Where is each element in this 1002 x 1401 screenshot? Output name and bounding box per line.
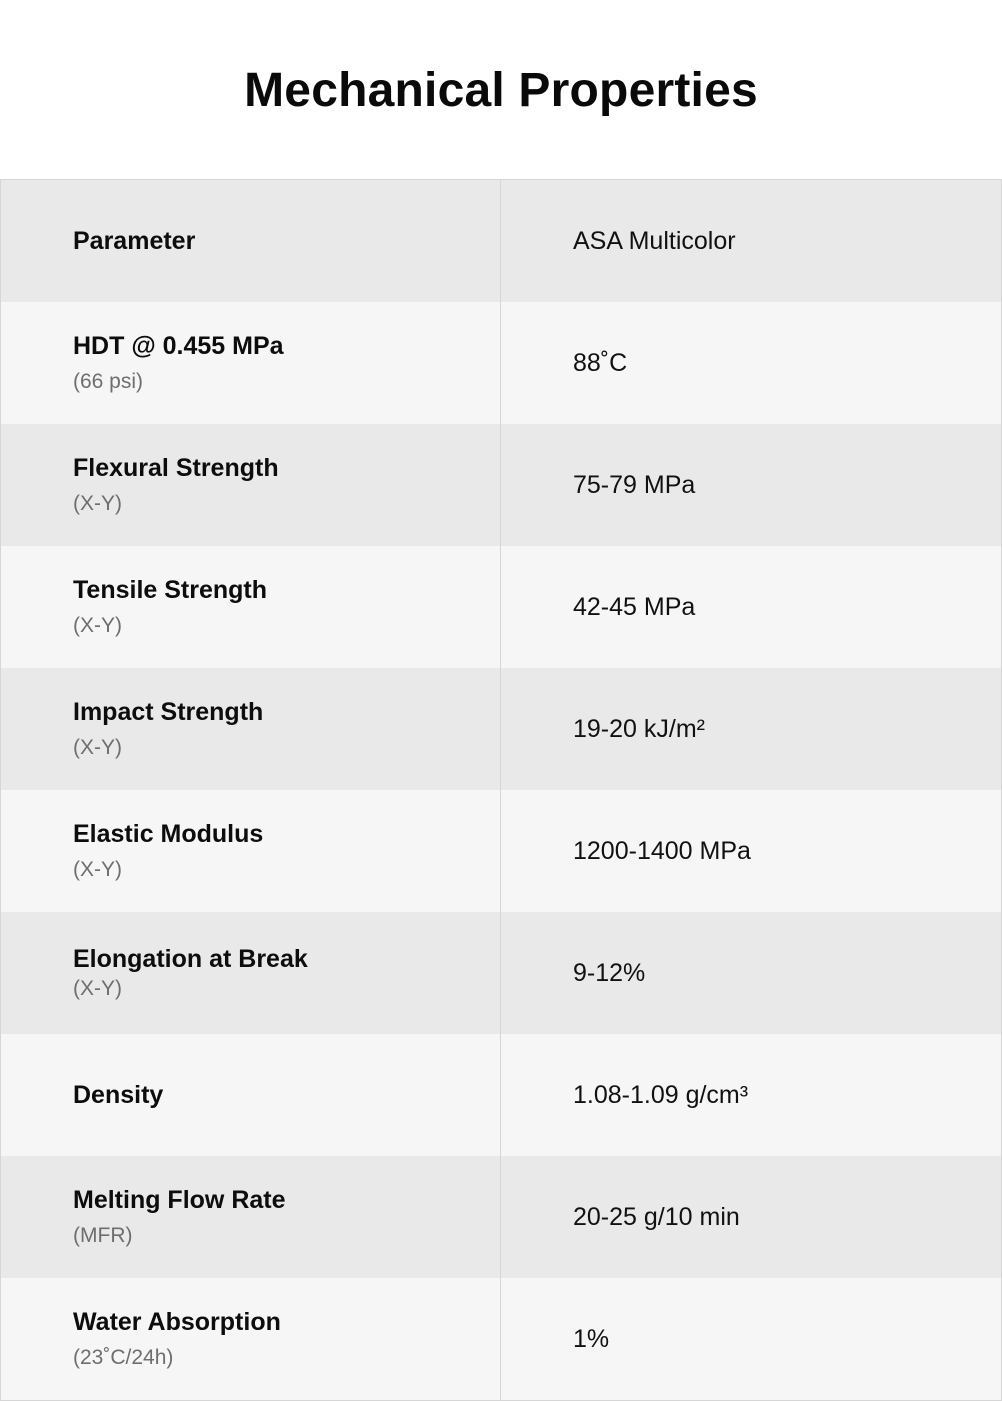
parameter-cell [1,1278,501,1400]
parameter-name: Density [73,1081,164,1109]
parameter-value: 20-25 g/10 min [573,1202,740,1231]
parameter-value: 1.08-1.09 g/cm³ [573,1080,749,1109]
parameter-cell [1,668,501,790]
table-row [1,424,1001,546]
parameter-name: Elastic Modulus [73,820,264,848]
header-value-cell [501,180,1001,302]
table-header-row [1,180,1001,302]
parameter-value: 1200-1400 MPa [573,836,751,865]
value-cell [501,1278,1001,1400]
value-cell [501,790,1001,912]
parameter-condition: (66 psi) [73,370,144,393]
parameter-value: 1% [573,1324,610,1353]
value-cell [501,668,1001,790]
parameter-cell [1,424,501,546]
value-cell [501,1156,1001,1278]
parameter-name: Tensile Strength [73,576,268,604]
parameter-cell [1,1034,501,1156]
parameter-value: 88˚C [573,348,628,377]
parameter-cell [1,790,501,912]
parameter-value: 75-79 MPa [573,470,696,499]
properties-table [0,179,1002,1401]
parameter-cell [1,1156,501,1278]
table-row [1,1034,1001,1156]
table-row [1,912,1001,1034]
parameter-condition: (X-Y) [73,492,122,515]
value-cell [501,546,1001,668]
parameter-value: 19-20 kJ/m² [573,714,705,743]
header-parameter-cell [1,180,501,302]
header-value-label: ASA Multicolor [573,226,736,255]
table-row [1,302,1001,424]
parameter-condition: (23˚C/24h) [73,1346,174,1369]
value-cell [501,302,1001,424]
parameter-condition: (X-Y) [73,977,122,1000]
parameter-value: 42-45 MPa [573,592,696,621]
parameter-name: Flexural Strength [73,454,279,482]
value-cell [501,424,1001,546]
table-row [1,668,1001,790]
table-row [1,1156,1001,1278]
parameter-name: Impact Strength [73,698,264,726]
parameter-condition: (MFR) [73,1224,133,1247]
page-title: Mechanical Properties [244,63,758,117]
parameter-name: Elongation at Break [73,945,308,973]
parameter-name: Melting Flow Rate [73,1186,286,1214]
parameter-cell [1,302,501,424]
parameter-value: 9-12% [573,958,646,987]
table-row [1,790,1001,912]
header-parameter-label: Parameter [73,227,196,255]
parameter-condition: (X-Y) [73,614,122,637]
parameter-name: Water Absorption [73,1308,281,1336]
value-cell [501,912,1001,1034]
parameter-cell [1,912,501,1034]
parameter-cell [1,546,501,668]
table-row [1,546,1001,668]
table-row [1,1278,1001,1400]
parameter-condition: (X-Y) [73,736,122,759]
parameter-condition: (X-Y) [73,858,122,881]
parameter-name: HDT @ 0.455 MPa [73,332,284,360]
value-cell [501,1034,1001,1156]
